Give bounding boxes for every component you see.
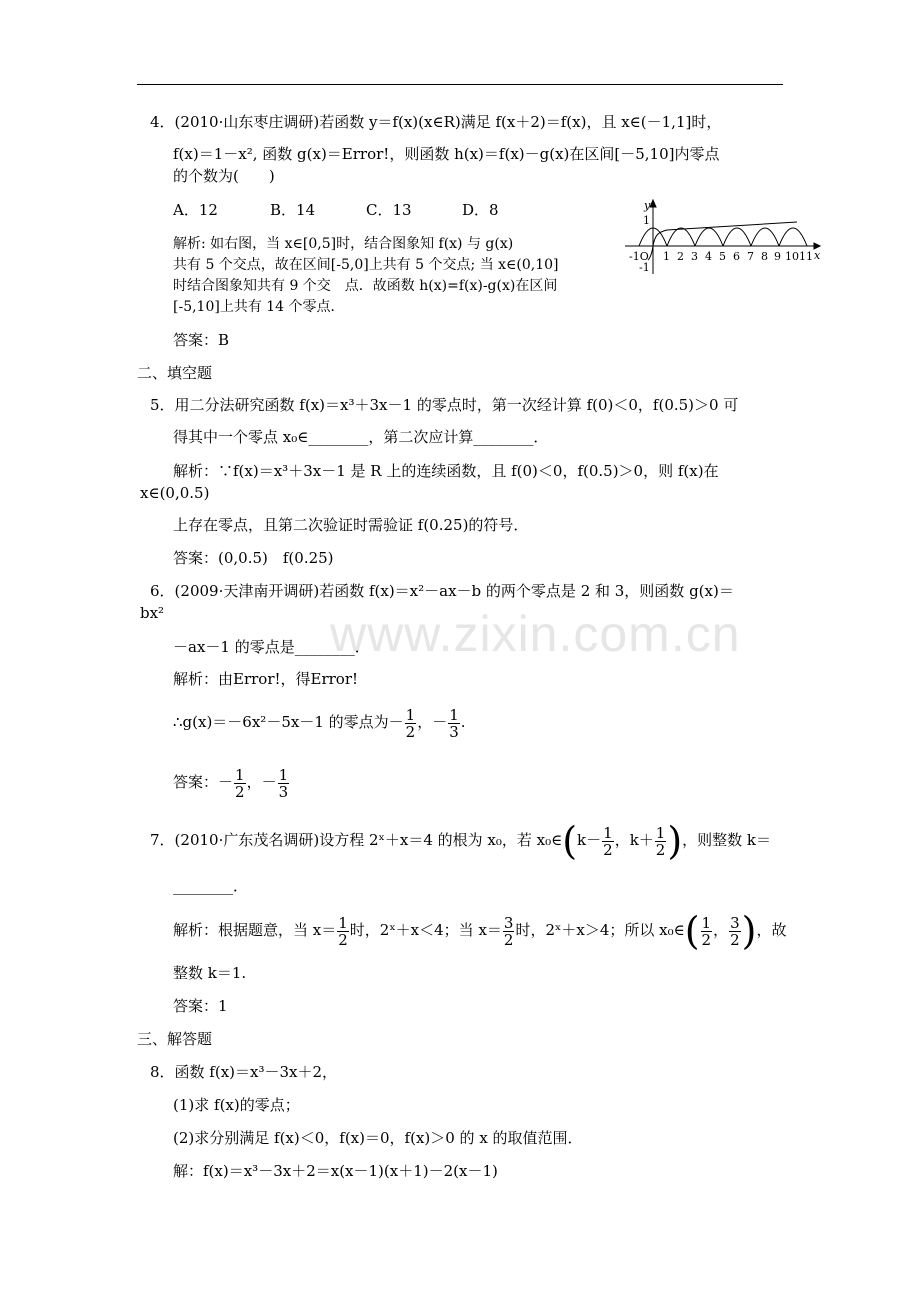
graph-origin-label: -1O [629, 250, 649, 263]
fraction: $\frac{1}{2}$ [701, 913, 712, 949]
q4-option-d: D．8 [462, 201, 499, 219]
graph-tick: 9 [774, 250, 781, 263]
graph-tick: 5 [719, 250, 726, 263]
section-2-heading: 二、填空题 [137, 364, 213, 382]
q4-option-b: B．14 [270, 201, 316, 219]
q8-line2: (1)求 f(x)的零点； [173, 1096, 300, 1114]
fraction: $\frac{1}{2}$ [235, 765, 245, 801]
graph-tick: 3 [691, 250, 698, 263]
fraction: $\frac{3}{2}$ [730, 913, 740, 949]
graph-tick: 6 [733, 250, 740, 263]
q5-line2: 得其中一个零点 x₀∈________，第二次应计算________． [173, 428, 549, 446]
y-axis-arrow [650, 200, 656, 207]
q7-answer: 答案：1 [173, 997, 228, 1015]
q6-line3: －ax－1 的零点是________． [173, 638, 370, 656]
q5-answer: 答案：(0,0.5) f(0.25) [173, 549, 334, 567]
header-rule [137, 84, 783, 85]
q6-line2: bx² [140, 604, 165, 622]
q4-option-a: A．12 [173, 201, 218, 219]
q4-line3: 的个数为( ) [173, 167, 275, 185]
q4-line1: 4．(2010·山东枣庄调研)若函数 y＝f(x)(x∈R)满足 f(x＋2)＝f(x)，且 x∈(－1,1]时， [150, 113, 722, 131]
q5-line1: 5．用二分法研究函数 f(x)＝x³＋3x－1 的零点时，第一次经计算 f(0)＜0，f(0.5)＞0 可 [150, 396, 739, 414]
q5-solution-2: x∈(0,0.5) [140, 484, 210, 502]
fraction: $\frac{1}{2}$ [603, 823, 613, 859]
graph-tick: 10 [785, 250, 799, 263]
q8-line4: 解：f(x)＝x³－3x＋2＝x(x－1)(x＋1)－2(x－1) [173, 1162, 498, 1180]
fraction: $\frac{1}{3}$ [449, 705, 459, 741]
function-graph [625, 198, 825, 278]
q4-solution-1: 解析: 如右图，当 x∈[0,5]时，结合图象知 f(x) 与 g(x) [173, 236, 514, 252]
fraction: $\frac{1}{2}$ [655, 823, 666, 859]
graph-tick: 1 [663, 250, 670, 263]
graph-tick: 2 [677, 250, 684, 263]
q6-line1: 6．(2009·天津南开调研)若函数 f(x)＝x²－ax－b 的两个零点是 2 和 3，则函数 g(x)＝ [150, 582, 734, 600]
q4-solution-3: 时结合图象知共有 9 个交 点．故函数 h(x)=f(x)-g(x)在区间 [173, 278, 558, 294]
q6-solution-2: ∴g(x)＝－6x²－5x－1 的零点为－ $\frac{1}{2}$ ，－ $\frac{1}{3}$ . [173, 705, 466, 741]
graph-tick: 8 [761, 250, 768, 263]
graph-y-label: y [644, 199, 651, 212]
q4-solution-4: [-5,10]上共有 14 个零点． [173, 299, 345, 315]
q6-solution-1: 解析：由Error!，得Error! [173, 670, 359, 688]
fraction: $\frac{1}{2}$ [405, 705, 416, 741]
fraction: $\frac{1}{2}$ [338, 913, 348, 949]
q7-solution-2: 整数 k＝1. [173, 964, 247, 982]
q7-line1: 7．(2010·广东茂名调研)设方程 2ˣ＋x＝4 的根为 x₀，若 x₀∈(k－ $\frac{1}{2}$ ，k＋ $\frac{1}{2}$ )，则整数 k＝ [150, 819, 772, 863]
q7-line2: ________． [173, 877, 249, 895]
graph-tick: 7 [747, 250, 754, 263]
graph-tick: 4 [705, 250, 712, 263]
q5-solution-1: 解析：∵f(x)＝x³＋3x－1 是 R 上的连续函数，且 f(0)＜0，f(0.5)＞0，则 f(x)在 [173, 462, 719, 480]
q8-line3: (2)求分别满足 f(x)＜0，f(x)＝0，f(x)＞0 的 x 的取值范围． [173, 1129, 583, 1147]
q4-line2: f(x)＝1－x², 函数 g(x)＝Error!，则函数 h(x)＝f(x)－g(x)在区间[－5,10]内零点 [173, 145, 720, 163]
f-arc-2 [695, 228, 723, 246]
watermark: www.zixin.com.cn [330, 606, 741, 662]
q5-solution-3: 上存在零点，且第二次验证时需验证 f(0.25)的符号． [173, 516, 529, 534]
section-3-heading: 三、解答题 [137, 1030, 213, 1048]
q7-solution-1: 解析：根据题意，当 x＝ $\frac{1}{2}$ 时，2ˣ＋x＜4；当 x＝ $\frac{3}{2}$ 时，2ˣ＋x＞4；所以 x₀∈( $\frac{1}{2}$ ， $\frac{3}{2}$ )，故 [173, 909, 787, 953]
f-arc-5 [779, 228, 807, 246]
q4-answer: 答案：B [173, 331, 230, 349]
q6-solution-2-text: ∴g(x)＝－6x²－5x－1 的零点为－ [173, 713, 404, 731]
f-arc-4 [751, 228, 779, 246]
graph-tick: 11 [799, 250, 813, 263]
f-arc-3 [723, 228, 751, 246]
q4-option-c: C．13 [366, 201, 412, 219]
q8-line1: 8．函数 f(x)＝x³－3x＋2， [150, 1063, 338, 1081]
g-curve-left [648, 246, 653, 260]
fraction: $\frac{3}{2}$ [503, 913, 514, 949]
graph-x-label: x [814, 249, 821, 262]
q6-answer: 答案：－ $\frac{1}{2}$ ，－ $\frac{1}{3}$ [173, 765, 289, 801]
fraction: $\frac{1}{3}$ [278, 765, 289, 801]
graph-ym1-label: -1 [639, 261, 650, 274]
q4-solution-2: 共有 5 个交点，故在区间[-5,0]上共有 5 个交点; 当 x∈(0,10] [173, 257, 559, 273]
graph-y1-label: 1 [643, 214, 650, 227]
f-arc-1 [667, 228, 695, 246]
